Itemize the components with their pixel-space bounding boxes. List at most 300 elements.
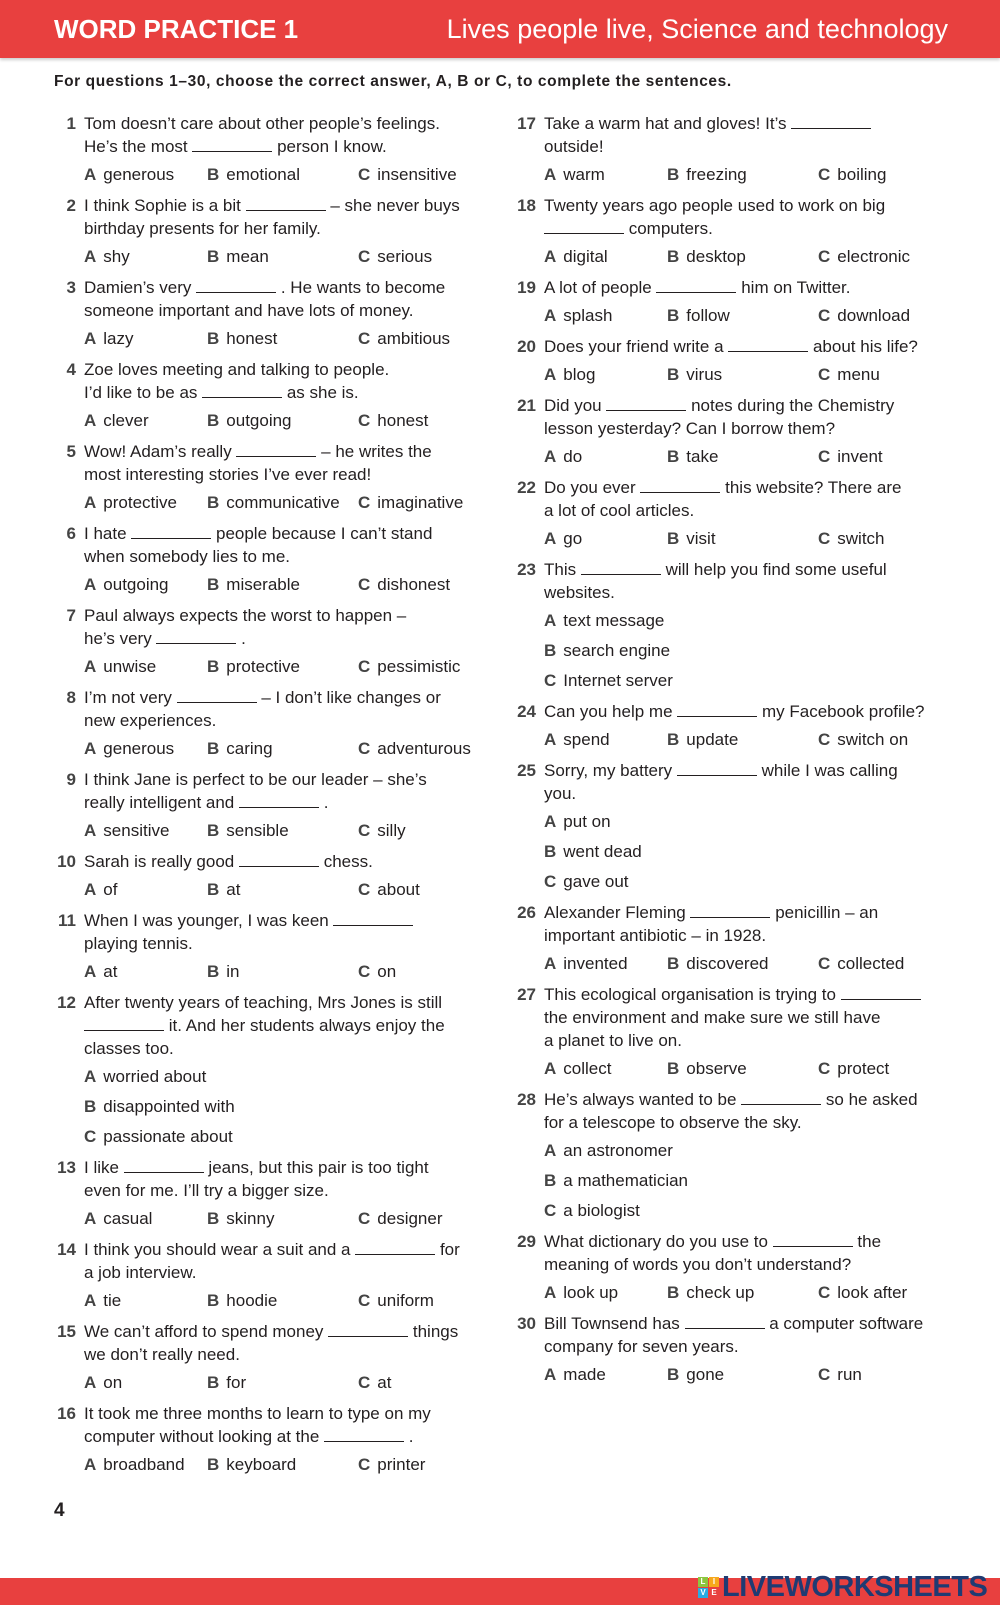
option-letter: A	[84, 411, 97, 430]
option-a[interactable]	[84, 242, 207, 272]
option-label: text message	[563, 611, 665, 630]
option-b[interactable]	[667, 1054, 818, 1084]
option-letter: B	[544, 1171, 557, 1190]
answer-options	[84, 1286, 488, 1316]
option-c[interactable]	[818, 242, 910, 272]
answer-blank[interactable]	[333, 910, 413, 926]
option-label: sensible	[226, 821, 289, 840]
option-b[interactable]	[667, 1278, 818, 1308]
option-c[interactable]	[818, 160, 886, 190]
question-20	[508, 335, 948, 390]
option-c[interactable]	[84, 1122, 488, 1152]
option-c[interactable]	[818, 1278, 907, 1308]
option-a[interactable]	[544, 606, 948, 636]
option-a[interactable]	[544, 807, 948, 837]
option-a[interactable]	[544, 301, 667, 331]
question-27	[508, 983, 948, 1084]
option-c[interactable]	[818, 301, 910, 331]
option-letter: A	[84, 575, 97, 594]
question-text: Damien’s very . He wants to become someone important and have lots of money.	[84, 278, 446, 320]
option-a[interactable]	[84, 160, 207, 190]
option-c[interactable]	[818, 442, 883, 472]
option-label: gave out	[563, 872, 629, 891]
option-label: switch on	[837, 730, 909, 749]
option-c[interactable]	[358, 1450, 425, 1480]
answer-options	[84, 816, 488, 846]
answer-blank[interactable]	[324, 1426, 404, 1442]
option-letter: A	[84, 657, 97, 676]
option-b[interactable]	[207, 570, 358, 600]
option-letter: A	[84, 1067, 97, 1086]
option-b[interactable]	[207, 734, 358, 764]
option-b[interactable]	[667, 524, 818, 554]
option-letter: C	[544, 1201, 557, 1220]
option-label: designer	[377, 1209, 443, 1228]
answer-blank[interactable]	[124, 1157, 204, 1173]
option-label: hoodie	[226, 1291, 278, 1310]
option-b[interactable]	[207, 957, 358, 987]
option-c[interactable]	[818, 1054, 889, 1084]
question-4	[48, 358, 488, 436]
question-text: We can’t afford to spend money things we don’t really need.	[84, 1322, 459, 1364]
option-letter: B	[667, 365, 680, 384]
question-7	[48, 604, 488, 682]
option-letter: C	[818, 1365, 831, 1384]
header-bar	[0, 0, 1000, 58]
option-b[interactable]	[667, 725, 818, 755]
answer-blank[interactable]	[640, 477, 720, 493]
question-number: 8	[66, 688, 76, 707]
answer-options	[544, 1136, 948, 1226]
option-c[interactable]	[358, 1204, 443, 1234]
option-b[interactable]	[207, 1204, 358, 1234]
option-letter: B	[544, 641, 557, 660]
question-10	[48, 850, 488, 905]
question-number: 15	[57, 1322, 76, 1341]
option-a[interactable]	[84, 957, 207, 987]
option-c[interactable]	[358, 242, 432, 272]
question-text: I’m not very – I don’t like changes or new experiences.	[84, 688, 441, 730]
answer-options	[84, 875, 488, 905]
answer-blank[interactable]	[177, 687, 257, 703]
question-text: This ecological organisation is trying to the environment and make sure we still have a planet to live on.	[544, 983, 948, 1052]
option-a[interactable]	[544, 160, 667, 190]
option-c[interactable]	[358, 160, 457, 190]
answer-blank[interactable]	[728, 336, 808, 352]
option-letter: B	[667, 447, 680, 466]
question-number: 21	[517, 396, 536, 415]
option-letter: B	[667, 1365, 680, 1384]
option-c[interactable]	[358, 652, 460, 682]
question-number: 18	[517, 196, 536, 215]
question-text: I think Jane is perfect to be our leader – she’s really intelligent and .	[84, 770, 427, 812]
option-letter: C	[818, 247, 831, 266]
answer-options	[544, 524, 948, 554]
option-label: boiling	[837, 165, 887, 184]
option-label: switch	[837, 529, 885, 548]
question-text: Wow! Adam’s really – he writes the most interesting stories I’ve ever read!	[84, 442, 432, 484]
answer-blank[interactable]	[677, 760, 757, 776]
answer-blank[interactable]	[84, 1015, 164, 1031]
option-a[interactable]	[84, 1368, 207, 1398]
answer-blank[interactable]	[606, 395, 686, 411]
option-c[interactable]	[358, 816, 406, 846]
option-label: serious	[377, 247, 433, 266]
option-letter: B	[207, 247, 220, 266]
option-label: spend	[563, 730, 610, 749]
question-18	[508, 194, 948, 272]
option-c[interactable]	[818, 524, 885, 554]
option-b[interactable]	[207, 324, 358, 354]
answer-options	[84, 160, 488, 190]
option-c[interactable]	[358, 734, 471, 764]
option-label: invent	[837, 447, 883, 466]
answer-blank[interactable]	[544, 218, 624, 234]
option-letter: C	[818, 1059, 831, 1078]
option-label: outgoing	[103, 575, 169, 594]
question-29	[508, 1230, 948, 1308]
option-b[interactable]	[544, 837, 948, 867]
option-c[interactable]	[358, 324, 450, 354]
option-b[interactable]	[207, 406, 358, 436]
option-letter: A	[544, 812, 557, 831]
option-label: splash	[563, 306, 613, 325]
option-a[interactable]	[84, 324, 207, 354]
answer-options	[544, 1278, 948, 1308]
answer-blank[interactable]	[196, 277, 276, 293]
answer-options	[544, 242, 948, 272]
answer-blank[interactable]	[741, 1089, 821, 1105]
question-text: Did you notes during the Chemistry lesson yesterday? Can I borrow them?	[544, 396, 895, 438]
option-label: at	[103, 962, 118, 981]
answer-options	[84, 242, 488, 272]
question-1	[48, 112, 488, 190]
option-label: for	[226, 1373, 247, 1392]
option-a[interactable]	[544, 360, 667, 390]
option-label: on	[103, 1373, 123, 1392]
option-letter: B	[207, 962, 220, 981]
option-label: search engine	[563, 641, 671, 660]
question-number: 4	[66, 360, 76, 379]
option-letter: A	[544, 165, 557, 184]
question-9	[48, 768, 488, 846]
question-25	[508, 759, 948, 897]
option-c[interactable]	[818, 360, 880, 390]
option-c[interactable]	[544, 666, 948, 696]
answer-blank[interactable]	[773, 1231, 853, 1247]
question-number: 14	[57, 1240, 76, 1259]
option-b[interactable]	[667, 160, 818, 190]
question-text: Tom doesn’t care about other people’s feelings. He’s the most person I know.	[84, 114, 440, 156]
option-c[interactable]	[818, 725, 908, 755]
option-c[interactable]	[358, 875, 420, 905]
option-a[interactable]	[544, 1054, 667, 1084]
option-label: put on	[563, 812, 611, 831]
option-c[interactable]	[818, 1360, 862, 1390]
option-label: go	[563, 529, 583, 548]
question-number: 25	[517, 761, 536, 780]
answer-blank[interactable]	[246, 195, 326, 211]
question-number: 13	[57, 1158, 76, 1177]
option-label: generous	[103, 165, 175, 184]
question-6	[48, 522, 488, 600]
option-label: protective	[103, 493, 177, 512]
option-a[interactable]	[544, 725, 667, 755]
question-text: Bill Townsend has a computer software company for seven years.	[544, 1314, 924, 1356]
answer-blank[interactable]	[156, 628, 236, 644]
question-number: 5	[66, 442, 76, 461]
option-label: keyboard	[226, 1455, 297, 1474]
question-text: Alexander Fleming penicillin – an important antibiotic – in 1928.	[544, 903, 879, 945]
option-letter: C	[358, 1455, 371, 1474]
answer-blank[interactable]	[239, 792, 319, 808]
answer-options	[84, 488, 488, 518]
question-number: 30	[517, 1314, 536, 1333]
option-b[interactable]	[667, 442, 818, 472]
question-number: 20	[517, 337, 536, 356]
option-label: invented	[563, 954, 628, 973]
option-c[interactable]	[358, 488, 463, 518]
option-letter: B	[207, 1373, 220, 1392]
answer-blank[interactable]	[236, 441, 316, 457]
option-a[interactable]	[544, 1136, 948, 1166]
option-letter: B	[667, 306, 680, 325]
option-letter: A	[544, 611, 557, 630]
option-label: virus	[686, 365, 723, 384]
option-a[interactable]	[544, 1278, 667, 1308]
option-letter: B	[207, 575, 220, 594]
logo-blocks-icon: L I V E	[698, 1577, 719, 1598]
option-label: pessimistic	[377, 657, 461, 676]
question-text: Zoe loves meeting and talking to people. I’d like to be as as she is.	[84, 360, 390, 402]
question-text: Sorry, my battery while I was calling you.	[544, 761, 898, 803]
option-label: imaginative	[377, 493, 464, 512]
option-letter: B	[207, 493, 220, 512]
option-letter: A	[84, 1373, 97, 1392]
option-letter: A	[544, 529, 557, 548]
option-letter: C	[358, 1291, 371, 1310]
option-letter: A	[84, 247, 97, 266]
answer-options	[84, 324, 488, 354]
option-label: adventurous	[377, 739, 471, 758]
option-letter: B	[207, 411, 220, 430]
answer-blank[interactable]	[192, 136, 272, 152]
option-a[interactable]	[84, 406, 207, 436]
option-b[interactable]	[544, 1166, 948, 1196]
option-a[interactable]	[544, 242, 667, 272]
answer-options	[84, 570, 488, 600]
answer-blank[interactable]	[239, 851, 319, 867]
option-label: dishonest	[377, 575, 451, 594]
option-a[interactable]	[84, 816, 207, 846]
option-letter: A	[84, 165, 97, 184]
option-c[interactable]	[358, 570, 450, 600]
question-text: Do you ever this website? There are a lot of cool articles.	[544, 478, 902, 520]
option-b[interactable]	[207, 1286, 358, 1316]
option-a[interactable]	[84, 1204, 207, 1234]
option-label: made	[563, 1365, 606, 1384]
option-label: emotional	[226, 165, 300, 184]
option-a[interactable]	[84, 652, 207, 682]
option-b[interactable]	[207, 488, 358, 518]
option-label: update	[686, 730, 739, 749]
option-a[interactable]	[84, 1286, 207, 1316]
answer-blank[interactable]	[131, 523, 211, 539]
option-letter: A	[84, 1209, 97, 1228]
option-label: mean	[226, 247, 269, 266]
answer-options	[544, 160, 948, 190]
question-17	[508, 112, 948, 190]
option-label: went dead	[563, 842, 642, 861]
question-5	[48, 440, 488, 518]
option-label: protective	[226, 657, 300, 676]
option-b[interactable]	[84, 1092, 488, 1122]
answer-blank[interactable]	[685, 1313, 765, 1329]
question-text: A lot of people him on Twitter.	[544, 278, 851, 297]
question-13	[48, 1156, 488, 1234]
question-column-right	[508, 112, 948, 1394]
option-c[interactable]	[358, 957, 396, 987]
question-column-left	[48, 112, 488, 1484]
option-a[interactable]	[84, 488, 207, 518]
option-label: silly	[377, 821, 406, 840]
answer-blank[interactable]	[791, 113, 871, 129]
option-letter: A	[544, 954, 557, 973]
option-a[interactable]	[84, 1450, 207, 1480]
option-b[interactable]	[667, 301, 818, 331]
answer-blank[interactable]	[355, 1239, 435, 1255]
question-11	[48, 909, 488, 987]
option-b[interactable]	[207, 1368, 358, 1398]
option-letter: B	[667, 529, 680, 548]
option-letter: B	[667, 1283, 680, 1302]
option-label: gone	[686, 1365, 725, 1384]
option-letter: B	[84, 1097, 97, 1116]
option-label: check up	[686, 1283, 755, 1302]
question-30	[508, 1312, 948, 1390]
logo-text: LIVEWORKSHEETS	[722, 1571, 988, 1603]
answer-blank[interactable]	[202, 382, 282, 398]
option-label: shy	[103, 247, 130, 266]
question-16	[48, 1402, 488, 1480]
option-label: an astronomer	[563, 1141, 673, 1160]
answer-options	[544, 807, 948, 897]
option-a[interactable]	[544, 524, 667, 554]
answer-options	[544, 301, 948, 331]
option-label: generous	[103, 739, 175, 758]
option-letter: C	[818, 730, 831, 749]
answer-blank[interactable]	[656, 277, 736, 293]
option-label: run	[837, 1365, 862, 1384]
option-label: menu	[837, 365, 880, 384]
option-letter: A	[84, 880, 97, 899]
option-c[interactable]	[358, 1368, 391, 1398]
option-c[interactable]	[358, 406, 428, 436]
page-number: 4	[54, 1500, 65, 1521]
option-a[interactable]	[84, 1062, 488, 1092]
instructions: For questions 1–30, choose the correct answer, A, B or C, to complete the sentences.	[54, 73, 732, 90]
option-letter: B	[667, 1059, 680, 1078]
option-letter: A	[84, 329, 97, 348]
option-label: skinny	[226, 1209, 275, 1228]
option-b[interactable]	[207, 1450, 358, 1480]
option-label: uniform	[377, 1291, 434, 1310]
question-number: 29	[517, 1232, 536, 1251]
option-a[interactable]	[544, 949, 667, 979]
option-letter: C	[358, 739, 371, 758]
option-letter: C	[818, 1283, 831, 1302]
option-label: observe	[686, 1059, 747, 1078]
option-letter: C	[544, 671, 557, 690]
question-number: 1	[66, 114, 76, 133]
option-b[interactable]	[207, 160, 358, 190]
answer-blank[interactable]	[677, 701, 757, 717]
option-letter: B	[207, 1455, 220, 1474]
option-letter: C	[358, 493, 371, 512]
option-label: passionate about	[103, 1127, 233, 1146]
option-letter: C	[358, 1209, 371, 1228]
option-b[interactable]	[207, 652, 358, 682]
option-b[interactable]	[667, 949, 818, 979]
option-c[interactable]	[544, 867, 948, 897]
option-b[interactable]	[544, 636, 948, 666]
option-b[interactable]	[667, 1360, 818, 1390]
option-a[interactable]	[84, 875, 207, 905]
option-label: miserable	[226, 575, 300, 594]
option-letter: A	[84, 739, 97, 758]
option-letter: B	[667, 730, 680, 749]
option-letter: A	[84, 493, 97, 512]
option-c[interactable]	[358, 1286, 434, 1316]
option-b[interactable]	[207, 816, 358, 846]
option-letter: A	[544, 1283, 557, 1302]
option-b[interactable]	[207, 875, 358, 905]
option-letter: B	[207, 880, 220, 899]
option-letter: B	[207, 821, 220, 840]
option-b[interactable]	[667, 242, 818, 272]
option-letter: B	[544, 842, 557, 861]
answer-options	[544, 360, 948, 390]
question-text: When I was younger, I was keen playing tennis.	[84, 909, 488, 955]
question-2	[48, 194, 488, 272]
answer-blank[interactable]	[841, 984, 921, 1000]
option-a[interactable]	[84, 734, 207, 764]
option-b[interactable]	[667, 360, 818, 390]
option-letter: B	[207, 739, 220, 758]
question-number: 12	[57, 993, 76, 1012]
option-label: honest	[377, 411, 429, 430]
question-text: Sarah is really good chess.	[84, 852, 373, 871]
option-label: tie	[103, 1291, 122, 1310]
option-label: discovered	[686, 954, 769, 973]
option-label: worried about	[103, 1067, 207, 1086]
option-label: Internet server	[563, 671, 673, 690]
option-a[interactable]	[544, 442, 667, 472]
answer-blank[interactable]	[328, 1321, 408, 1337]
option-c[interactable]	[818, 949, 904, 979]
option-label: at	[377, 1373, 392, 1392]
option-label: caring	[226, 739, 273, 758]
question-number: 6	[66, 524, 76, 543]
option-a[interactable]	[544, 1360, 667, 1390]
option-label: communicative	[226, 493, 340, 512]
option-letter: C	[84, 1127, 97, 1146]
answer-blank[interactable]	[581, 559, 661, 575]
answer-blank[interactable]	[690, 902, 770, 918]
option-c[interactable]	[544, 1196, 948, 1226]
option-b[interactable]	[207, 242, 358, 272]
option-a[interactable]	[84, 570, 207, 600]
